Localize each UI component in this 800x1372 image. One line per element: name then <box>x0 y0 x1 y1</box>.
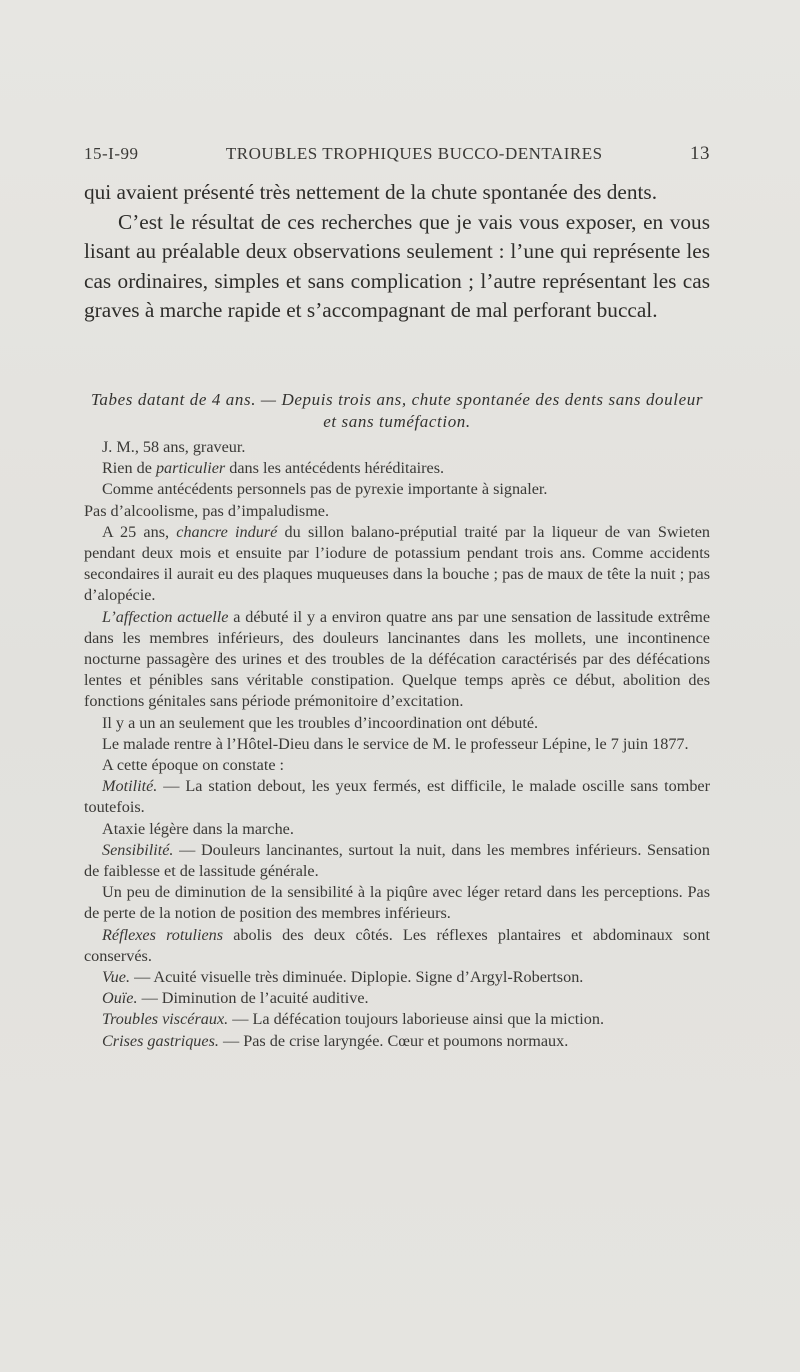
header-date: 15-I-99 <box>84 144 139 163</box>
observation-paragraph: L’affection actuelle a débuté il y a environ quatre ans par une sensation de lassitude extrême dans les membres inférieurs, des douleurs lancinantes dans les mollets, une incontinence nocturne passagère des urines et des troubles de la défécation caractérisés par des défécations lentes et pénibles sans véritable constipation. Quelque temps après ce début, abolition des fonctions génitales sans période prémonitoire d’excitation. <box>84 607 710 711</box>
case-title: Tabes datant de 4 ans. — Depuis trois ans, chute spontanée des dents sans douleur et sans tuméfaction. <box>90 390 704 431</box>
observation-text <box>84 437 710 1052</box>
observation-paragraph: Le malade rentre à l’Hôtel-Dieu dans le service de M. le professeur Lépine, le 7 juin 1877. <box>102 734 689 753</box>
observation-paragraph: A cette époque on constate : <box>102 756 285 775</box>
observation-paragraph: Troubles viscéraux. — La défécation toujours laborieuse ainsi que la miction. <box>102 1010 604 1029</box>
observation-paragraph: Vue. — Acuité visuelle très diminuée. Diplopie. Signe d’Argyl-Robertson. <box>102 968 584 987</box>
intro-text <box>84 178 710 326</box>
observation-paragraph: Pas d’alcoolisme, pas d’impaludisme. <box>84 501 330 520</box>
observation-paragraph: Un peu de diminution de la sensibilité à la piqûre avec léger retard dans les perceptions. Pas de perte de la notion de position des membres inférieurs. <box>84 883 710 923</box>
observation-paragraph: Crises gastriques. — Pas de crise laryngée. Cœur et poumons normaux. <box>102 1031 569 1050</box>
observation-paragraph: Motilité. — La station debout, les yeux fermés, est difficile, le malade oscille sans tomber toutefois. <box>84 777 710 817</box>
observation-paragraph: Ouïe. — Diminution de l’acuité auditive. <box>102 989 369 1008</box>
intro-paragraph: C’est le résultat de ces recherches que je vais vous exposer, en vous lisant au préalable deux observations seulement : l’une qui représente les cas ordinaires, simples et sans complication ; l’autre représentant les cas graves à marche rapide et s’accompagnant de mal perforant buccal. <box>84 209 710 323</box>
observation-paragraph: Comme antécédents personnels pas de pyrexie importante à signaler. <box>102 480 548 499</box>
observation-paragraph: Il y a un an seulement que les troubles d’incoordination ont débuté. <box>102 713 539 732</box>
intro-paragraph: qui avaient présenté très nettement de la chute spontanée des dents. <box>84 180 658 204</box>
patient-line: J. M., 58 ans, graveur. <box>102 438 246 456</box>
running-header <box>84 143 710 165</box>
observation-paragraph: Rien de particulier dans les antécédents héréditaires. <box>102 459 445 478</box>
header-title: TROUBLES TROPHIQUES BUCCO-DENTAIRES <box>225 144 603 163</box>
observation-paragraph: Ataxie légère dans la marche. <box>102 819 294 838</box>
page-number: 13 <box>689 143 710 164</box>
observation-paragraph: Sensibilité. — Douleurs lancinantes, surtout la nuit, dans les membres inférieurs. Sensation de faiblesse et de lassitude générale. <box>84 840 710 881</box>
observation-paragraph: A 25 ans, chancre induré du sillon balano-préputial traité par la liqueur de van Swieten pendant deux mois et ensuite par l’iodure de potassium pendant trois ans. Comme accidents secondaires il aurait eu des plaques muqueuses dans la bouche ; pas de maux de tête la nuit ; pas d’alopécie. <box>84 522 711 605</box>
observation-paragraph: Réflexes rotuliens abolis des deux côtés. Les réflexes plantaires et abdominaux sont conservés. <box>84 925 710 965</box>
